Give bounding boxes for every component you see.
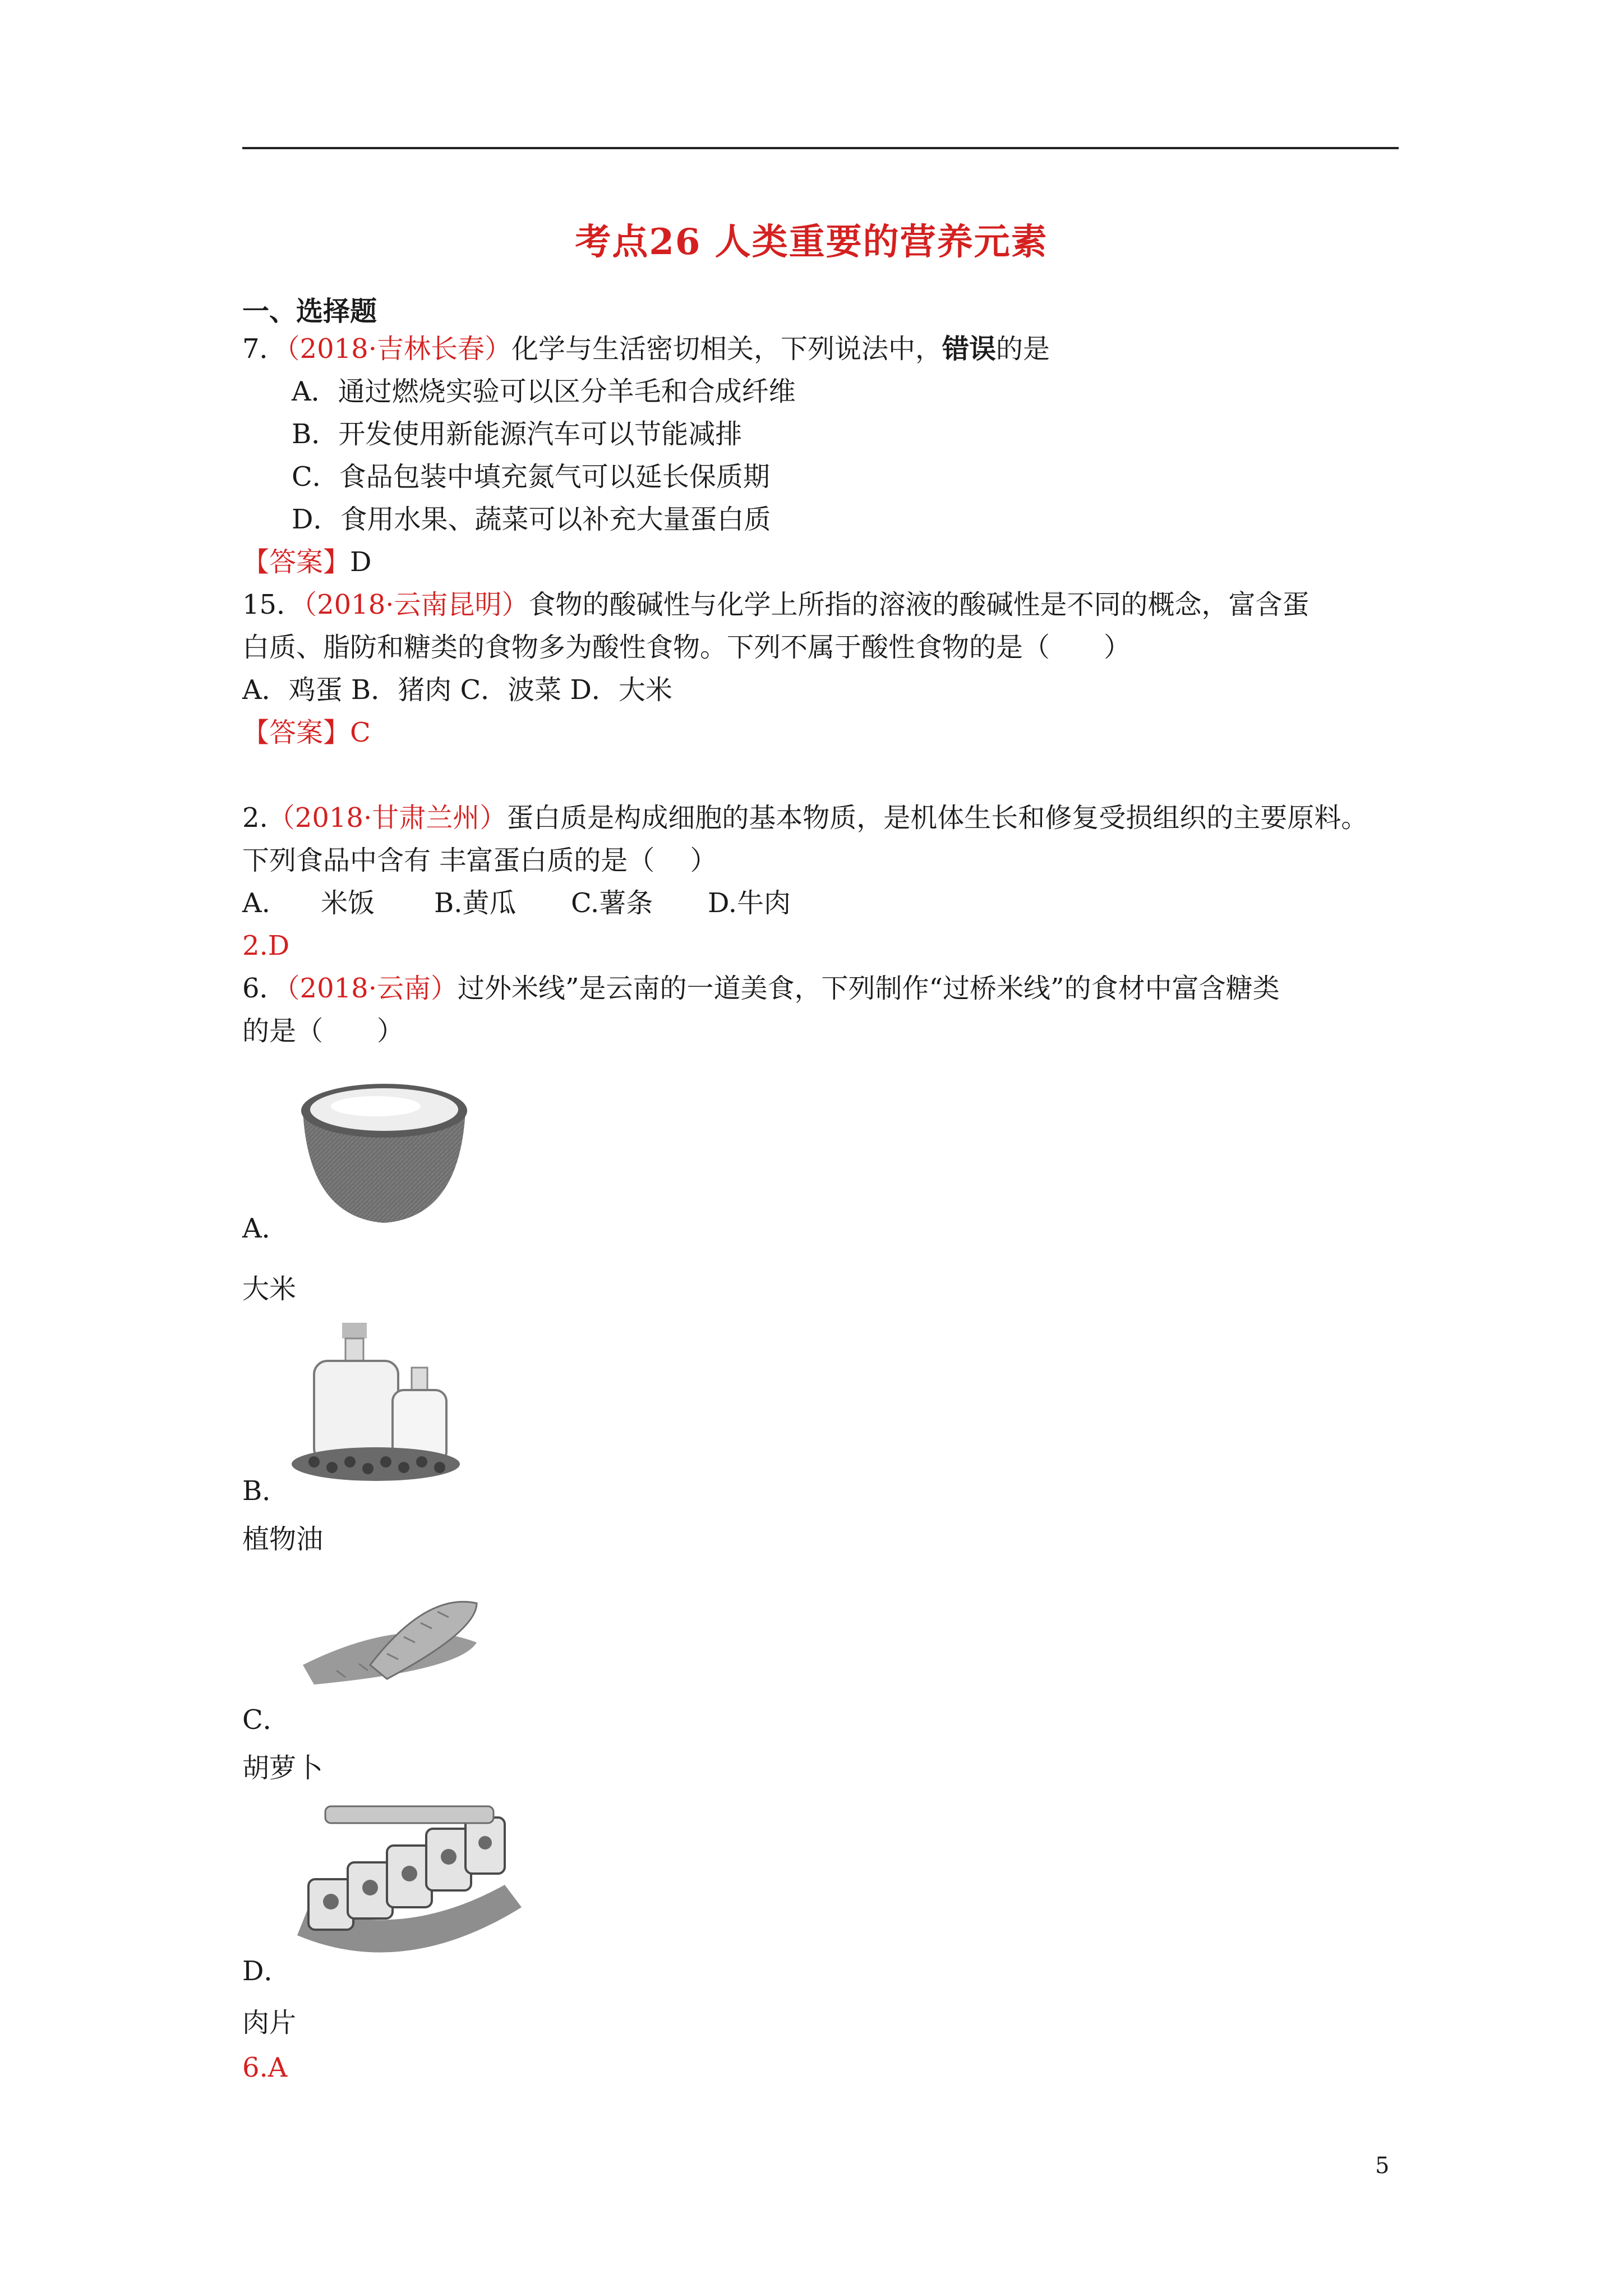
q7-source: （2018·吉林长春） bbox=[286, 333, 511, 365]
q15-answer-tag: 【答案】 bbox=[242, 717, 351, 748]
q6-choice-a-label: 大米 bbox=[242, 1273, 297, 1305]
q2-option-b: B.黄瓜 bbox=[434, 887, 517, 919]
q7-option-d: D．食用水果、蔬菜可以补充大量蛋白质 bbox=[292, 504, 771, 535]
q6-choice-d-label: 肉片 bbox=[242, 2007, 297, 2039]
q2-option-c: C.薯条 bbox=[571, 887, 653, 919]
q6-choice-a-letter: A． bbox=[242, 1213, 289, 1244]
page-title: 考点26 人类重要的营养元素 bbox=[575, 221, 1048, 263]
q6-stem-line2: 的是（ ） bbox=[242, 1015, 404, 1047]
q7-number: 7． bbox=[242, 333, 287, 365]
q6-choice-b-label: 植物油 bbox=[242, 1524, 324, 1555]
q7-option-b: B．开发使用新能源汽车可以节能减排 bbox=[292, 418, 743, 450]
q6-choice-d-letter: D． bbox=[242, 1955, 291, 1987]
q15-number: 15． bbox=[242, 589, 304, 620]
meat-slices-image bbox=[292, 1795, 527, 1975]
q15-answer bbox=[242, 716, 371, 749]
q2-option-a-text: 米饭 bbox=[321, 887, 375, 919]
q15-answer-value: C bbox=[350, 717, 371, 748]
q6-choice-c-letter: C． bbox=[242, 1704, 290, 1736]
q2-source: （2018·甘肃兰州） bbox=[268, 802, 507, 834]
q6-choice-c-label: 胡萝卜 bbox=[242, 1752, 324, 1784]
q6-source: （2018·云南） bbox=[286, 973, 458, 1004]
header-rule bbox=[242, 147, 1399, 149]
q7-answer-tag: 【答案】 bbox=[242, 546, 351, 578]
section-heading: 一、选择题 bbox=[242, 296, 377, 327]
q2-stem-line2: 下列食品中含有 丰富蛋白质的是（ ） bbox=[242, 845, 717, 876]
q7-stem-end: 的是 bbox=[996, 333, 1050, 365]
q2-option-a-letter: A. bbox=[242, 887, 270, 919]
q6-number: 6． bbox=[242, 973, 287, 1004]
rice-bowl-image bbox=[292, 1077, 477, 1234]
q6-answer: 6.A bbox=[242, 2052, 288, 2083]
q15-stem-line2: 白质、脂防和糖类的食物多为酸性食物。下列不属于酸性食物的是（ ） bbox=[242, 632, 1131, 663]
q7-stem-emphasis: 错误 bbox=[942, 333, 996, 365]
q6-stem-text: 过外米线”是云南的一道美食，下列制作“过桥米线”的食材中富含糖类 bbox=[457, 973, 1280, 1004]
q7-option-c: C．食品包装中填充氮气可以延长保质期 bbox=[292, 461, 770, 493]
page-number: 5 bbox=[1375, 2153, 1390, 2179]
q7-stem bbox=[242, 332, 1050, 366]
q2-answer: 2.D bbox=[242, 930, 290, 961]
q2-option-d: D.牛肉 bbox=[708, 887, 791, 919]
carrot-image bbox=[292, 1581, 494, 1693]
q15-source: （2018·云南昆明） bbox=[303, 589, 529, 620]
q6-stem-line1 bbox=[242, 972, 1280, 1005]
q2-stem-text: 蛋白质是构成细胞的基本物质，是机体生长和修复受损组织的主要原料。 bbox=[506, 802, 1368, 834]
q7-answer bbox=[242, 545, 372, 579]
q7-option-a: A．通过燃烧实验可以区分羊毛和合成纤维 bbox=[292, 376, 796, 407]
q2-number: 2. bbox=[242, 802, 268, 834]
q7-stem-text: 化学与生活密切相关，下列说法中， bbox=[511, 333, 942, 365]
q2-stem-line1 bbox=[242, 801, 1368, 835]
q6-choice-b-letter: B． bbox=[242, 1475, 289, 1507]
q7-answer-value: D bbox=[350, 546, 372, 578]
q15-stem-line1 bbox=[242, 588, 1310, 622]
q15-stem-text: 食物的酸碱性与化学上所指的溶液的酸碱性是不同的概念，富含蛋 bbox=[528, 589, 1310, 620]
vegetable-oil-image bbox=[292, 1317, 471, 1485]
q15-options: A．鸡蛋 B．猪肉 C．波菜 D．大米 bbox=[242, 674, 672, 706]
